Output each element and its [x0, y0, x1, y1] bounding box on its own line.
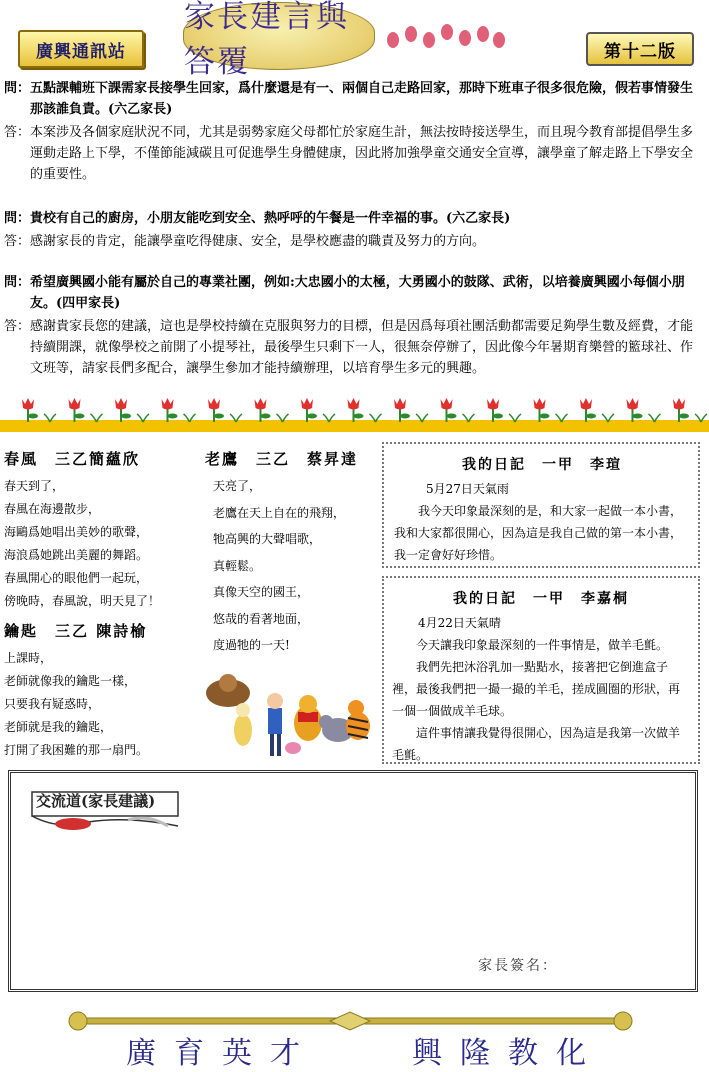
poem-title: 鑰匙 三乙 陳詩榆	[4, 622, 148, 640]
tulip-icon	[673, 398, 689, 422]
tulip-icon	[69, 398, 85, 422]
tulip-icon	[208, 398, 224, 422]
question-text: 希望廣興國小能有屬於自己的專業社團，例如:大忠國小的太極，大勇國小的鼓隊、武術，以培養廣興國小每個小朋友。(四甲家長)	[30, 275, 685, 311]
tulip-icon	[627, 398, 643, 422]
question-text: 貴校有自己的廚房，小朋友能吃到安全、熱呼呼的午餐是一件幸福的事。(六乙家長)	[30, 211, 511, 226]
diary-date: 5月27日天氣雨	[426, 482, 509, 496]
cartoon-characters-illustration	[198, 668, 378, 763]
poem-line: 老師就是我的鑰匙，	[4, 720, 113, 734]
issue-number-badge: 第十二版	[586, 32, 694, 66]
tulip-icon	[534, 398, 550, 422]
tulip-icon	[580, 398, 596, 422]
poem-title: 春風 三乙簡蘊欣	[4, 450, 141, 468]
poem-eagle	[205, 448, 377, 659]
poem-line: 真輕鬆。	[213, 558, 262, 573]
answer-text: 感謝家長的肯定，能讓學童吃得健康、安全，是學校應盡的職責及努力的方向。	[30, 234, 486, 249]
diary-text: 我今天印象最深刻的是，和大家一起做一本小書，我和大家都很開心，因為這是我自己做的第一本小書，我一定會好好珍惜。	[394, 504, 683, 562]
diary-title: 我的日記 一甲 李瑄	[462, 457, 622, 473]
poem-line: 春風在海邊散步，	[4, 502, 101, 516]
poem-line: 海鷗爲她唱出美妙的歌聲，	[4, 525, 149, 539]
tulip-icon	[162, 398, 178, 422]
diary-entry-2	[382, 576, 700, 764]
handprints-decoration	[383, 12, 508, 52]
poem-line: 度過牠的一天!	[213, 638, 290, 652]
tulip-icon	[394, 398, 410, 422]
qa-item	[4, 78, 704, 185]
answer-text: 感謝貴家長您的建議，這也是學校持續在克服與努力的目標，但是因爲每項社團活動都需要足夠學生數及經費，才能持續開課，就像學校之前開了小提琴社，最後學生只剩下一人，很無奈停辦了，因此像今年暑期育樂營的籃球社、作文班等，請家長們多配合，讓學生參加才能持續辦理，以培育學生多元的興趣。	[30, 319, 694, 376]
poem-line: 牠高興的大聲唱歌，	[213, 532, 322, 546]
newsletter-logo: 廣興通訊站	[18, 30, 144, 68]
qa-item	[4, 272, 704, 379]
poem-line: 打開了我困難的那一扇門。	[4, 743, 149, 757]
poem-line: 老鷹在天上自在的飛翔，	[213, 505, 346, 520]
tulip-border-decoration	[0, 394, 709, 432]
diary-text: 今天讓我印象最深刻的一件事情是，做羊毛氈。	[416, 638, 669, 652]
answer-text: 本案涉及各個家庭狀況不同，尤其是弱勢家庭父母都忙於家庭生計，無法按時接送學生，而且現今教育部提倡學生多運動走路上下學，不僅節能減碳且可促進學生身體健康，因此將加強學童交通安全宣導，讓學童了解走路上下學安全的重要性。	[30, 125, 694, 182]
poem-line: 天亮了，	[213, 479, 262, 493]
tulip-icon	[22, 398, 38, 422]
answer-label: 答：	[4, 234, 31, 249]
poem-line: 上課時，	[4, 651, 53, 665]
poem-line: 海浪爲她跳出美麗的舞蹈。	[4, 548, 149, 562]
poem-line: 真像天空的國王，	[213, 585, 310, 599]
poem-line: 老師就像我的鑰匙一樣，	[4, 674, 137, 688]
poem-line: 悠哉的看著地面，	[213, 611, 310, 626]
tulip-icon	[441, 398, 457, 422]
qa-item	[4, 208, 704, 252]
poem-line: 只要我有疑惑時，	[4, 697, 101, 711]
poem-line: 傍晚時，春風說，明天見了！	[4, 594, 161, 608]
diary-entry-1	[382, 442, 700, 568]
question-text: 五點課輔班下課需家長接學生回家，爲什麼還是有一、兩個自己走路回家，那時下班車子很多很危險，假若事情發生那該誰負責。(六乙家長)	[30, 81, 694, 117]
answer-label: 答：	[4, 125, 31, 140]
question-label: 問：	[4, 275, 31, 290]
tulip-icon	[487, 398, 503, 422]
footer-motto-left: 廣育英才	[126, 1036, 318, 1071]
page-title: 家長建言與答覆	[183, 2, 375, 70]
exchange-label: 交流道(家長建議)	[36, 792, 156, 810]
poem-spring	[4, 448, 194, 613]
footer-motto-right: 興隆教化	[412, 1036, 604, 1071]
tulip-icon	[348, 398, 364, 422]
answer-label: 答：	[4, 319, 31, 334]
poem-title: 老鷹 三乙 蔡昇達	[205, 450, 359, 468]
question-label: 問：	[4, 211, 31, 226]
diary-text: 我們先把沐浴乳加一點點水，接著把它倒進盒子裡，最後我們把一撮一撮的羊毛，搓成圓圈的形狀，再一個一個做成羊毛球。	[392, 660, 681, 718]
tulip-icon	[301, 398, 317, 422]
parent-signature-label: 家長簽名：	[478, 958, 558, 974]
tulip-icon	[115, 398, 131, 422]
poem-line: 春風開心的眼他們一起玩，	[4, 571, 149, 585]
question-label: 問：	[4, 81, 31, 96]
poem-line: 春天到了，	[4, 479, 65, 493]
poem-key	[4, 620, 194, 762]
diary-date: 4月22日天氣晴	[418, 616, 501, 630]
diary-text: 這件事情讓我覺得很開心，因為這是我第一次做羊毛氈。	[392, 726, 681, 762]
diary-title: 我的日記 一甲 李嘉桐	[453, 591, 629, 607]
tulip-icon	[255, 398, 271, 422]
